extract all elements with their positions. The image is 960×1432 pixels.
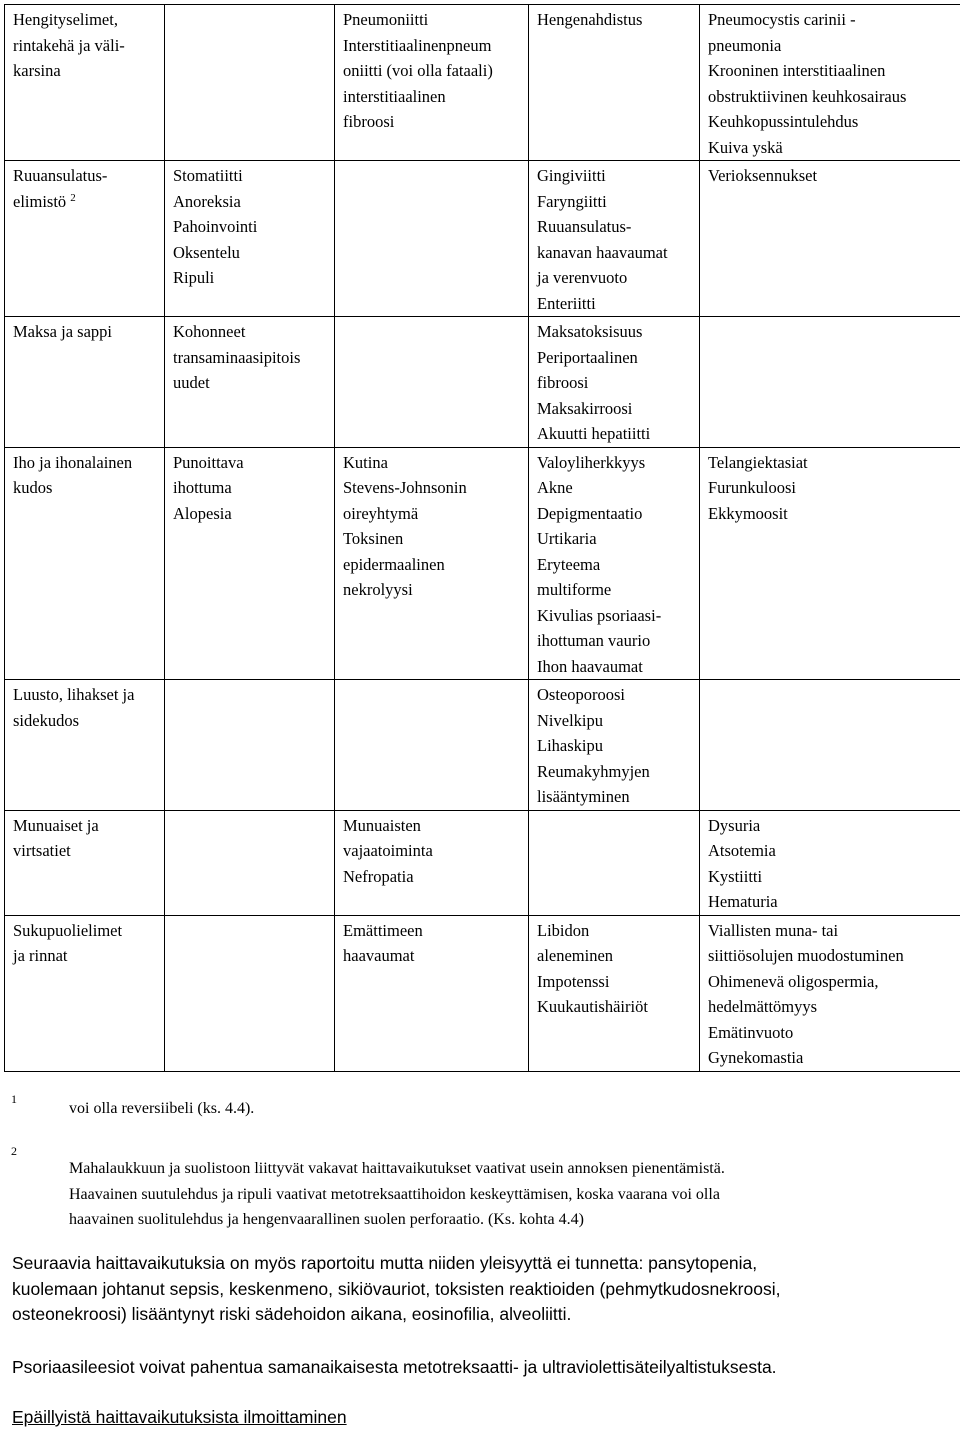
cell-line: Dysuria bbox=[708, 815, 761, 835]
cell-line: Kuiva yskä bbox=[708, 137, 783, 157]
cell-line: Nefropatia bbox=[343, 866, 414, 886]
effects-cell bbox=[335, 915, 529, 1071]
cell-line: Viallisten muna- tai bbox=[708, 920, 839, 940]
cell-line: Hengenahdistus bbox=[537, 10, 643, 29]
paragraph-line: Seuraavia haittavaikutuksia on myös raportoitu mutta niiden yleisyyttä ei tunnetta: pansytopenia, bbox=[12, 1253, 758, 1273]
cell-line: Akne bbox=[537, 478, 573, 497]
cell-line bbox=[13, 189, 160, 215]
effects-cell bbox=[700, 5, 960, 161]
footnote-ref: 2 bbox=[70, 191, 76, 204]
effects-cell bbox=[700, 447, 960, 680]
footnote-line: Haavainen suutulehdus ja ripuli vaativat metotreksaattihoidon keskeyttämisen, koska vaarana voi olla bbox=[69, 1185, 720, 1203]
effects-cell bbox=[529, 317, 700, 448]
cell-line: Pneumoniitti bbox=[343, 10, 429, 29]
cell-line: Anoreksia bbox=[173, 191, 241, 211]
table-row bbox=[5, 5, 960, 161]
cell-line: Keuhkopussintulehdus bbox=[708, 112, 859, 131]
table-row bbox=[5, 810, 960, 915]
cell-line: Hengityselimet, bbox=[13, 10, 118, 29]
footnote-1 bbox=[0, 1092, 960, 1142]
effects-cell bbox=[529, 447, 700, 680]
cell-line: karsina bbox=[13, 61, 61, 80]
cell-line: nekrolyysi bbox=[343, 580, 413, 599]
organ-class-cell bbox=[5, 317, 165, 448]
cell-line: Oksentelu bbox=[173, 242, 240, 262]
table-row bbox=[5, 161, 960, 317]
cell-line: Faryngiitti bbox=[537, 191, 607, 211]
organ-class-cell bbox=[5, 447, 165, 680]
cell-line: Kystiitti bbox=[708, 866, 763, 886]
effects-cell bbox=[335, 810, 529, 915]
cell-line: ihottuma bbox=[173, 478, 232, 497]
cell-line: Krooninen interstitiaalinen bbox=[708, 61, 886, 80]
cell-line: Emätinvuoto bbox=[708, 1022, 794, 1042]
effects-cell bbox=[165, 915, 335, 1071]
effects-cell bbox=[335, 317, 529, 448]
organ-class-cell bbox=[5, 915, 165, 1071]
cell-line: Valoyliherkkyys bbox=[537, 452, 646, 472]
effects-cell bbox=[529, 5, 700, 161]
cell-line: Furunkuloosi bbox=[708, 478, 797, 497]
paragraph-line: kuolemaan johtanut sepsis, keskenmeno, sikiövauriot, toksisten reaktioiden (pehmytkudosnekroosi, bbox=[12, 1278, 781, 1299]
cell-line: Sukupuolielimet bbox=[13, 920, 123, 940]
table-row bbox=[5, 915, 960, 1071]
cell-line: multiforme bbox=[537, 580, 612, 599]
cell-line: pneumonia bbox=[708, 35, 782, 55]
cell-line: Ihon haavaumat bbox=[537, 656, 643, 676]
cell-line: Iho ja ihonalainen bbox=[13, 452, 133, 472]
footnote-line: haavainen suolitulehdus ja hengenvaarallinen suolen perforaatio. (Ks. kohta 4.4) bbox=[69, 1211, 584, 1228]
cell-line: Osteoporoosi bbox=[537, 685, 625, 704]
cell-line: Stevens-Johnsonin bbox=[343, 478, 467, 497]
adverse-effects-table bbox=[4, 4, 960, 1072]
effects-cell bbox=[165, 810, 335, 915]
cell-line: haavaumat bbox=[343, 946, 415, 965]
cell-line: siittiösolujen muodostuminen bbox=[708, 946, 904, 965]
cell-line: Stomatiitti bbox=[173, 166, 243, 185]
effects-cell bbox=[335, 5, 529, 161]
cell-line: Luusto, lihakset ja bbox=[13, 685, 135, 704]
cell-line: virtsatiet bbox=[13, 841, 71, 860]
cell-line: Atsotemia bbox=[708, 841, 776, 860]
cell-line: Punoittava bbox=[173, 452, 244, 472]
cell-line: rintakehä ja väli- bbox=[13, 35, 125, 55]
cell-line: Toksinen bbox=[343, 529, 404, 548]
cell-line: Ohimenevä oligospermia, bbox=[708, 971, 879, 991]
footnote-mark: 1 bbox=[11, 1092, 17, 1106]
cell-line: obstruktiivinen keuhkosairaus bbox=[708, 86, 907, 106]
cell-line: Impotenssi bbox=[537, 971, 610, 991]
effects-cell bbox=[165, 317, 335, 448]
cell-line: Alopesia bbox=[173, 503, 232, 523]
cell-line: Maksatoksisuus bbox=[537, 322, 643, 341]
cell-line: transaminaasipitois bbox=[173, 347, 301, 367]
cell-line: Reumakyhmyjen bbox=[537, 761, 650, 781]
cell-line: oireyhtymä bbox=[343, 503, 419, 523]
cell-line: Ekkymoosit bbox=[708, 503, 788, 523]
cell-line: fibroosi bbox=[343, 112, 395, 131]
cell-line: Nivelkipu bbox=[537, 710, 603, 730]
effects-cell bbox=[529, 915, 700, 1071]
cell-line: Depigmentaatio bbox=[537, 503, 643, 523]
cell-line: Verioksennukset bbox=[708, 166, 818, 185]
cell-line: Periportaalinen bbox=[537, 347, 638, 367]
cell-line: Lihaskipu bbox=[537, 736, 603, 755]
cell-line: Emättimeen bbox=[343, 920, 423, 940]
effects-cell bbox=[335, 161, 529, 317]
effects-cell bbox=[700, 915, 960, 1071]
cell-line: ja rinnat bbox=[13, 946, 68, 965]
footnote-line: Mahalaukkuun ja suolistoon liittyvät vakavat haittavaikutukset vaativat usein annoksen pienentämistä. bbox=[69, 1160, 725, 1177]
cell-line: Pneumocystis carinii - bbox=[708, 10, 856, 29]
cell-line: kudos bbox=[13, 478, 53, 497]
cell-line: Ruuansulatus- bbox=[537, 217, 632, 236]
report-adverse-effects-link[interactable]: Epäillyistä haittavaikutuksista ilmoittaminen bbox=[12, 1407, 347, 1427]
organ-class-cell bbox=[5, 5, 165, 161]
cell-line: uudet bbox=[173, 373, 210, 392]
table-row bbox=[5, 317, 960, 448]
cell-line: Telangiektasiat bbox=[708, 452, 808, 472]
cell-line: Hematuria bbox=[708, 892, 778, 911]
cell-line: Kutina bbox=[343, 452, 388, 472]
organ-class-cell bbox=[5, 680, 165, 811]
cell-line: ja verenvuoto bbox=[537, 268, 628, 287]
other-effects-paragraph bbox=[12, 1250, 952, 1327]
effects-cell bbox=[529, 810, 700, 915]
cell-line: Ripuli bbox=[173, 268, 215, 287]
effects-cell bbox=[529, 680, 700, 811]
cell-line: Munuaiset ja bbox=[13, 815, 99, 835]
paragraph-line: osteonekroosi) lisääntynyt riski sädehoidon aikana, eosinofilia, alveoliitti. bbox=[12, 1304, 572, 1324]
cell-line: vajaatoiminta bbox=[343, 841, 433, 860]
cell-line: Maksakirroosi bbox=[537, 398, 633, 418]
cell-line: Enteriitti bbox=[537, 293, 596, 313]
cell-line: kanavan haavaumat bbox=[537, 242, 668, 262]
cell-line: oniitti (voi olla fataali) bbox=[343, 61, 493, 80]
footnote-mark: 2 bbox=[11, 1144, 17, 1158]
effects-cell bbox=[700, 161, 960, 317]
cell-line: Gynekomastia bbox=[708, 1048, 804, 1067]
cell-line: aleneminen bbox=[537, 946, 614, 965]
organ-class-cell bbox=[5, 810, 165, 915]
footnote-text: voi olla reversiibeli (ks. 4.4). bbox=[69, 1100, 255, 1117]
effects-cell bbox=[335, 447, 529, 680]
cell-line: Gingiviitti bbox=[537, 166, 606, 185]
effects-cell bbox=[335, 680, 529, 811]
cell-line: Kuukautishäiriöt bbox=[537, 997, 648, 1016]
cell-line: Eryteema bbox=[537, 554, 601, 574]
cell-line: Kivulias psoriaasi- bbox=[537, 605, 662, 625]
cell-line: Interstitiaalinenpneum bbox=[343, 35, 492, 55]
footnotes bbox=[0, 1092, 960, 1232]
effects-cell bbox=[165, 5, 335, 161]
cell-line: Ruuansulatus- bbox=[13, 166, 108, 185]
cell-text: elimistö bbox=[13, 191, 67, 211]
cell-line: sidekudos bbox=[13, 710, 79, 730]
effects-cell bbox=[165, 680, 335, 811]
footnote-2 bbox=[0, 1142, 960, 1232]
effects-cell bbox=[529, 161, 700, 317]
effects-cell bbox=[700, 810, 960, 915]
cell-line: fibroosi bbox=[537, 373, 589, 392]
cell-line: Kohonneet bbox=[173, 322, 246, 341]
cell-line: Maksa ja sappi bbox=[13, 322, 112, 341]
psoriasis-paragraph: Psoriaasileesiot voivat pahentua samanaikaisesta metotreksaatti- ja ultraviolettisäteilyaltistuksesta. bbox=[12, 1357, 777, 1377]
effects-cell bbox=[165, 447, 335, 680]
cell-line: Akuutti hepatiitti bbox=[537, 424, 651, 443]
cell-line: interstitiaalinen bbox=[343, 86, 446, 106]
effects-cell bbox=[700, 680, 960, 811]
table-row bbox=[5, 447, 960, 680]
effects-cell bbox=[165, 161, 335, 317]
cell-line: hedelmättömyys bbox=[708, 997, 818, 1016]
cell-line: Pahoinvointi bbox=[173, 217, 258, 236]
cell-line: Munuaisten bbox=[343, 815, 421, 835]
cell-line: ihottuman vaurio bbox=[537, 631, 651, 650]
cell-line: Libidon bbox=[537, 920, 590, 940]
cell-line: lisääntyminen bbox=[537, 787, 630, 806]
cell-line: epidermaalinen bbox=[343, 554, 445, 574]
table-row bbox=[5, 680, 960, 811]
cell-line: Urtikaria bbox=[537, 529, 597, 548]
organ-class-cell bbox=[5, 161, 165, 317]
effects-cell bbox=[700, 317, 960, 448]
